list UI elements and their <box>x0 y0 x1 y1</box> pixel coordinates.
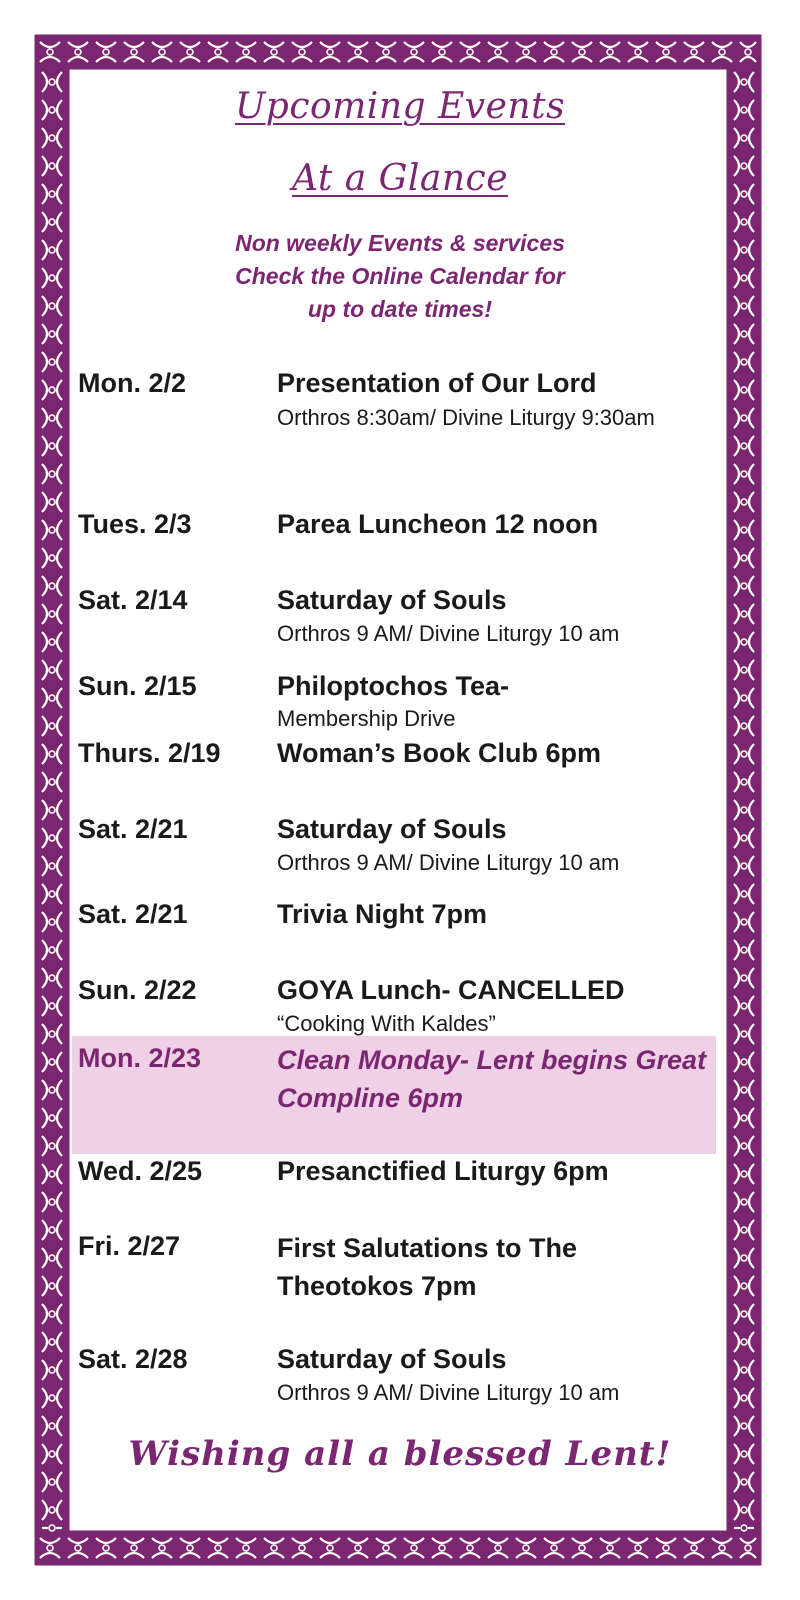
event-date: Fri. 2/27 <box>78 1231 181 1261</box>
event-title: Trivia Night 7pm <box>277 899 488 929</box>
event-date: Sat. 2/21 <box>78 899 188 929</box>
event-title: GOYA Lunch- CANCELLED <box>277 975 625 1005</box>
event-date: Tues. 2/3 <box>78 509 192 539</box>
event-date: Wed. 2/25 <box>78 1156 203 1186</box>
event-detail: Orthros 9 AM/ Divine Liturgy 10 am <box>277 621 620 646</box>
event-title: First Salutations to The Theotokos 7pm <box>277 1233 578 1301</box>
event-detail: Orthros 8:30am/ Divine Liturgy 9:30am <box>277 405 655 430</box>
event-title: Philoptochos Tea- <box>277 671 510 701</box>
event-date: Sat. 2/28 <box>78 1344 188 1374</box>
intro-line: Non weekly Events & services <box>235 230 565 256</box>
page-subtitle: At a Glance <box>291 158 509 199</box>
event-title: Woman’s Book Club 6pm <box>277 738 602 768</box>
event-title: Presentation of Our Lord <box>277 368 597 398</box>
page-title: Upcoming Events <box>234 86 566 127</box>
event-title: Presanctified Liturgy 6pm <box>277 1156 609 1186</box>
intro-note <box>0 227 800 326</box>
event-date: Sat. 2/21 <box>78 814 188 844</box>
event-title: Parea Luncheon 12 noon <box>277 509 599 539</box>
event-title: Clean Monday- Lent begins Great Compline 6pm <box>277 1045 707 1113</box>
intro-line: Check the Online Calendar for <box>235 263 565 289</box>
closing-message: Wishing all a blessed Lent! <box>128 1434 672 1474</box>
intro-line: up to date times! <box>307 296 492 322</box>
event-date: Sat. 2/14 <box>78 585 188 615</box>
event-title: Saturday of Souls <box>277 814 507 844</box>
event-title: Saturday of Souls <box>277 1344 507 1374</box>
event-date: Mon. 2/23 <box>78 1043 202 1073</box>
event-detail: Orthros 9 AM/ Divine Liturgy 10 am <box>277 850 620 875</box>
event-detail: “Cooking With Kaldes” <box>277 1011 496 1036</box>
event-date: Sun. 2/15 <box>78 671 197 701</box>
event-detail: Orthros 9 AM/ Divine Liturgy 10 am <box>277 1380 620 1405</box>
event-date: Mon. 2/2 <box>78 368 187 398</box>
event-date: Thurs. 2/19 <box>78 738 221 768</box>
event-title: Saturday of Souls <box>277 585 507 615</box>
event-detail: Membership Drive <box>277 706 456 731</box>
event-date: Sun. 2/22 <box>78 975 197 1005</box>
